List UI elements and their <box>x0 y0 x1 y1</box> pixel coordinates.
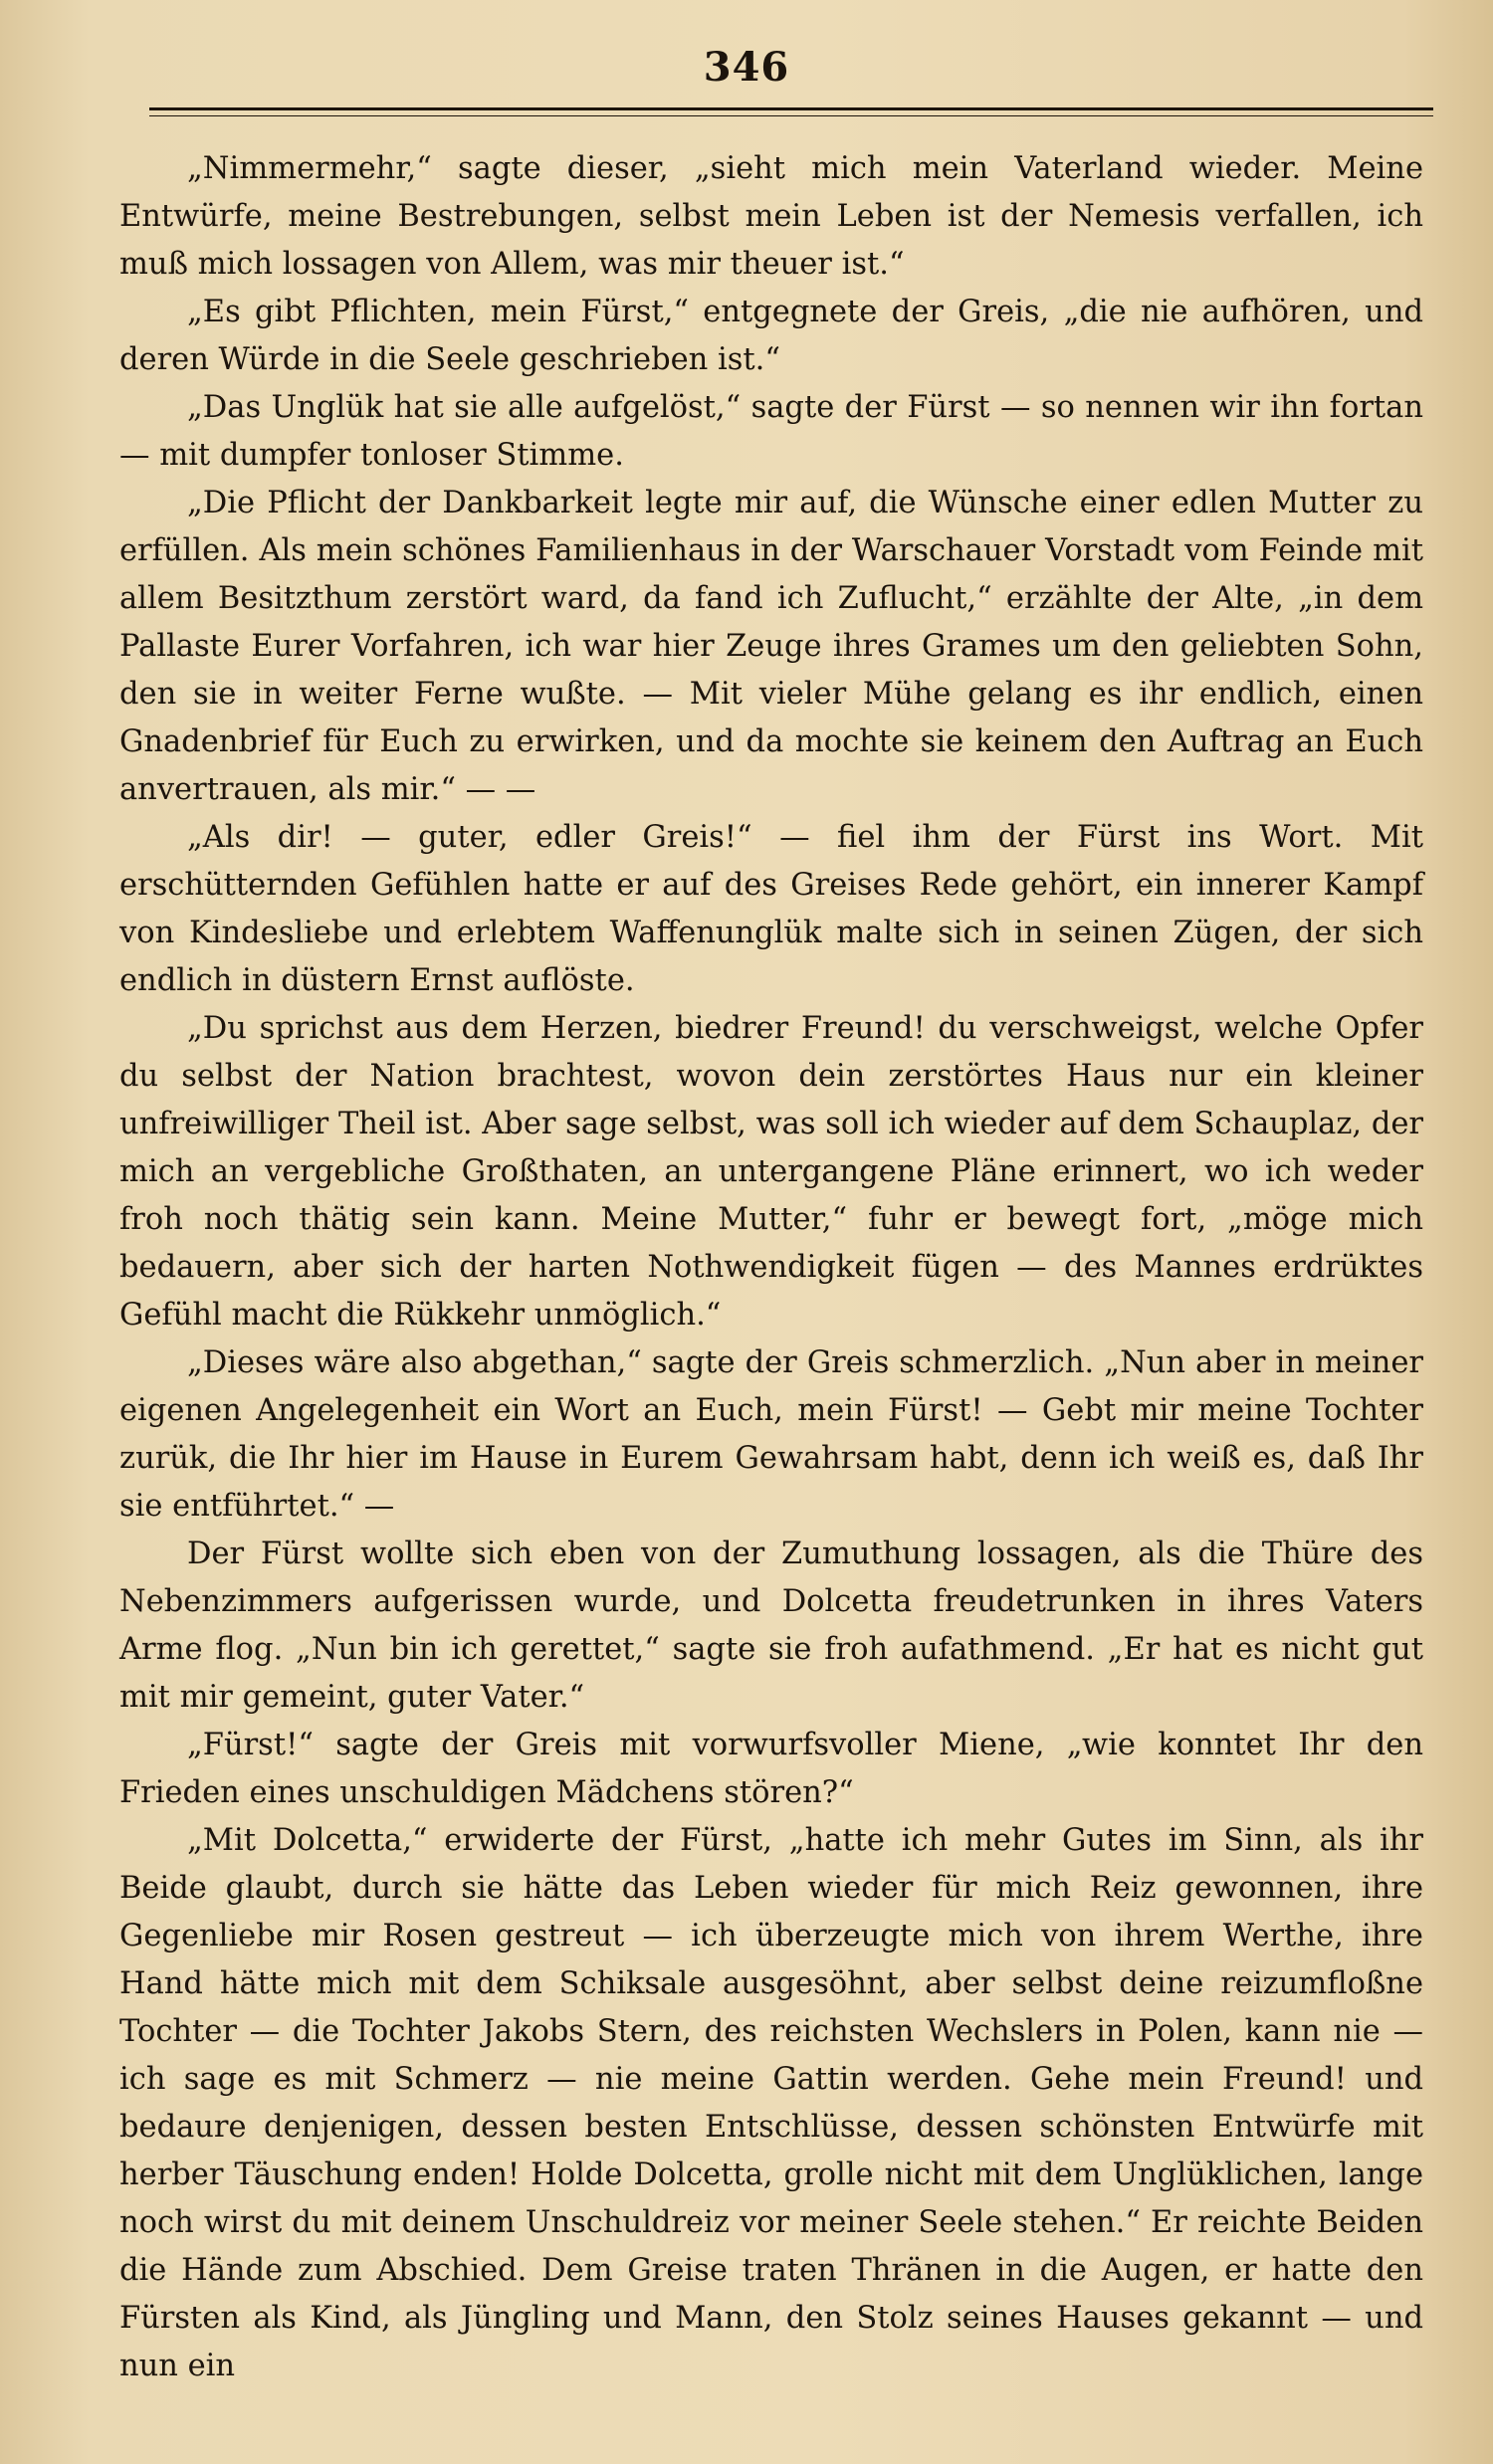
paragraph: „Als dir! — guter, edler Greis!“ — fiel ihm der Fürst ins Wort. Mit erschütternden Gefühlen hatte er auf des Greises Rede gehört, ein innerer Kampf von Kindesliebe und erlebtem Waffenunglük malte sich in seinen Zügen, der sich endlich in düstern Ernst auflöste. <box>119 820 1423 998</box>
header-rule <box>149 107 1433 110</box>
paragraph: Der Fürst wollte sich eben von der Zumuthung lossagen, als die Thüre des Nebenzimmers aufgerissen wurde, und Dolcetta freudetrunken in ihres Vaters Arme flog. „Nun bin ich gerettet,“ sagte sie froh aufathmend. „Er hat es nicht gut mit mir gemeint, guter Vater.“ <box>119 1537 1423 1715</box>
paragraph: „Du sprichst aus dem Herzen, biedrer Freund! du verschweigst, welche Opfer du selbst der Nation brachtest, wovon dein zerstörtes Haus nur ein kleiner unfreiwilliger Theil ist. Aber sage selbst, was soll ich wieder auf dem Schauplaz, der mich an vergebliche Großthaten, an untergangene Pläne erinnert, wo ich weder froh noch thätig sein kann. Meine Mutter,“ fuhr er bewegt fort, „möge mich bedauern, aber sich der harten Nothwendigkeit fügen — des Mannes erdrüktes Gefühl macht die Rükkehr unmöglich.“ <box>119 1011 1423 1333</box>
paragraph: „Die Pflicht der Dankbarkeit legte mir auf, die Wünsche einer edlen Mutter zu erfüllen. Als mein schönes Familienhaus in der Warschauer Vorstadt vom Feinde mit allem Besitzthum zerstört ward, da fand ich Zuflucht,“ erzählte der Alte, „in dem Pallaste Eurer Vorfahren, ich war hier Zeuge ihres Grames um den geliebten Sohn, den sie in weiter Ferne wußte. — Mit vieler Mühe gelang es ihr endlich, einen Gnadenbrief für Euch zu erwirken, und da mochte sie keinem den Auftrag an Euch anvertrauen, als mir.“ — — <box>119 486 1423 807</box>
paragraph: „Das Unglük hat sie alle aufgelöst,“ sagte der Fürst — so nennen wir ihn fortan — mit dumpfer tonloser Stimme. <box>119 390 1423 473</box>
paragraph: „Dieses wäre also abgethan,“ sagte der Greis schmerzlich. „Nun aber in meiner eigenen Angelegenheit ein Wort an Euch, mein Fürst! — Gebt mir meine Tochter zurük, die Ihr hier im Hause in Eurem Gewahrsam habt, denn ich weiß es, daß Ihr sie entführtet.“ — <box>119 1345 1423 1524</box>
paragraph: „Mit Dolcetta,“ erwiderte der Fürst, „hatte ich mehr Gutes im Sinn, als ihr Beide glaubt, durch sie hätte das Leben wieder für mich Reiz gewonnen, ihre Gegenliebe mir Rosen gestreut — ich überzeugte mich von ihrem Werthe, ihre Hand hätte mich mit dem Schiksale ausgesöhnt, aber selbst deine reizumfloßne Tochter — die Tochter Jakobs Stern, des reichsten Wechslers in Polen, kann nie — ich sage es mit Schmerz — nie meine Gattin werden. Gehe mein Freund! und bedaure denjenigen, dessen besten Entschlüsse, dessen schönsten Entwürfe mit herber Täuschung enden! Holde Dolcetta, grolle nicht mit dem Unglüklichen, lange noch wirst du mit deinem Unschuldreiz vor meiner Seele stehen.“ Er reichte Beiden die Hände zum Abschied. Dem Greise traten Thränen in die Augen, er hatte den Fürsten als Kind, als Jüngling und Mann, den Stolz seines Hauses gekannt — und nun ein <box>119 1823 1423 2383</box>
paragraph: „Nimmermehr,“ sagte dieser, „sieht mich mein Vaterland wieder. Meine Entwürfe, meine Bestrebungen, selbst mein Leben ist der Nemesis verfallen, ich muß mich lossagen von Allem, was mir theuer ist.“ <box>119 151 1423 282</box>
page-number: 346 <box>703 44 790 91</box>
body-text <box>119 145 1423 2390</box>
paragraph: „Es gibt Pflichten, mein Fürst,“ entgegnete der Greis, „die nie aufhören, und deren Würde in die Seele geschrieben ist.“ <box>119 295 1423 377</box>
paragraph: „Fürst!“ sagte der Greis mit vorwurfsvoller Miene, „wie konntet Ihr den Frieden eines unschuldigen Mädchens stören?“ <box>119 1728 1423 1810</box>
